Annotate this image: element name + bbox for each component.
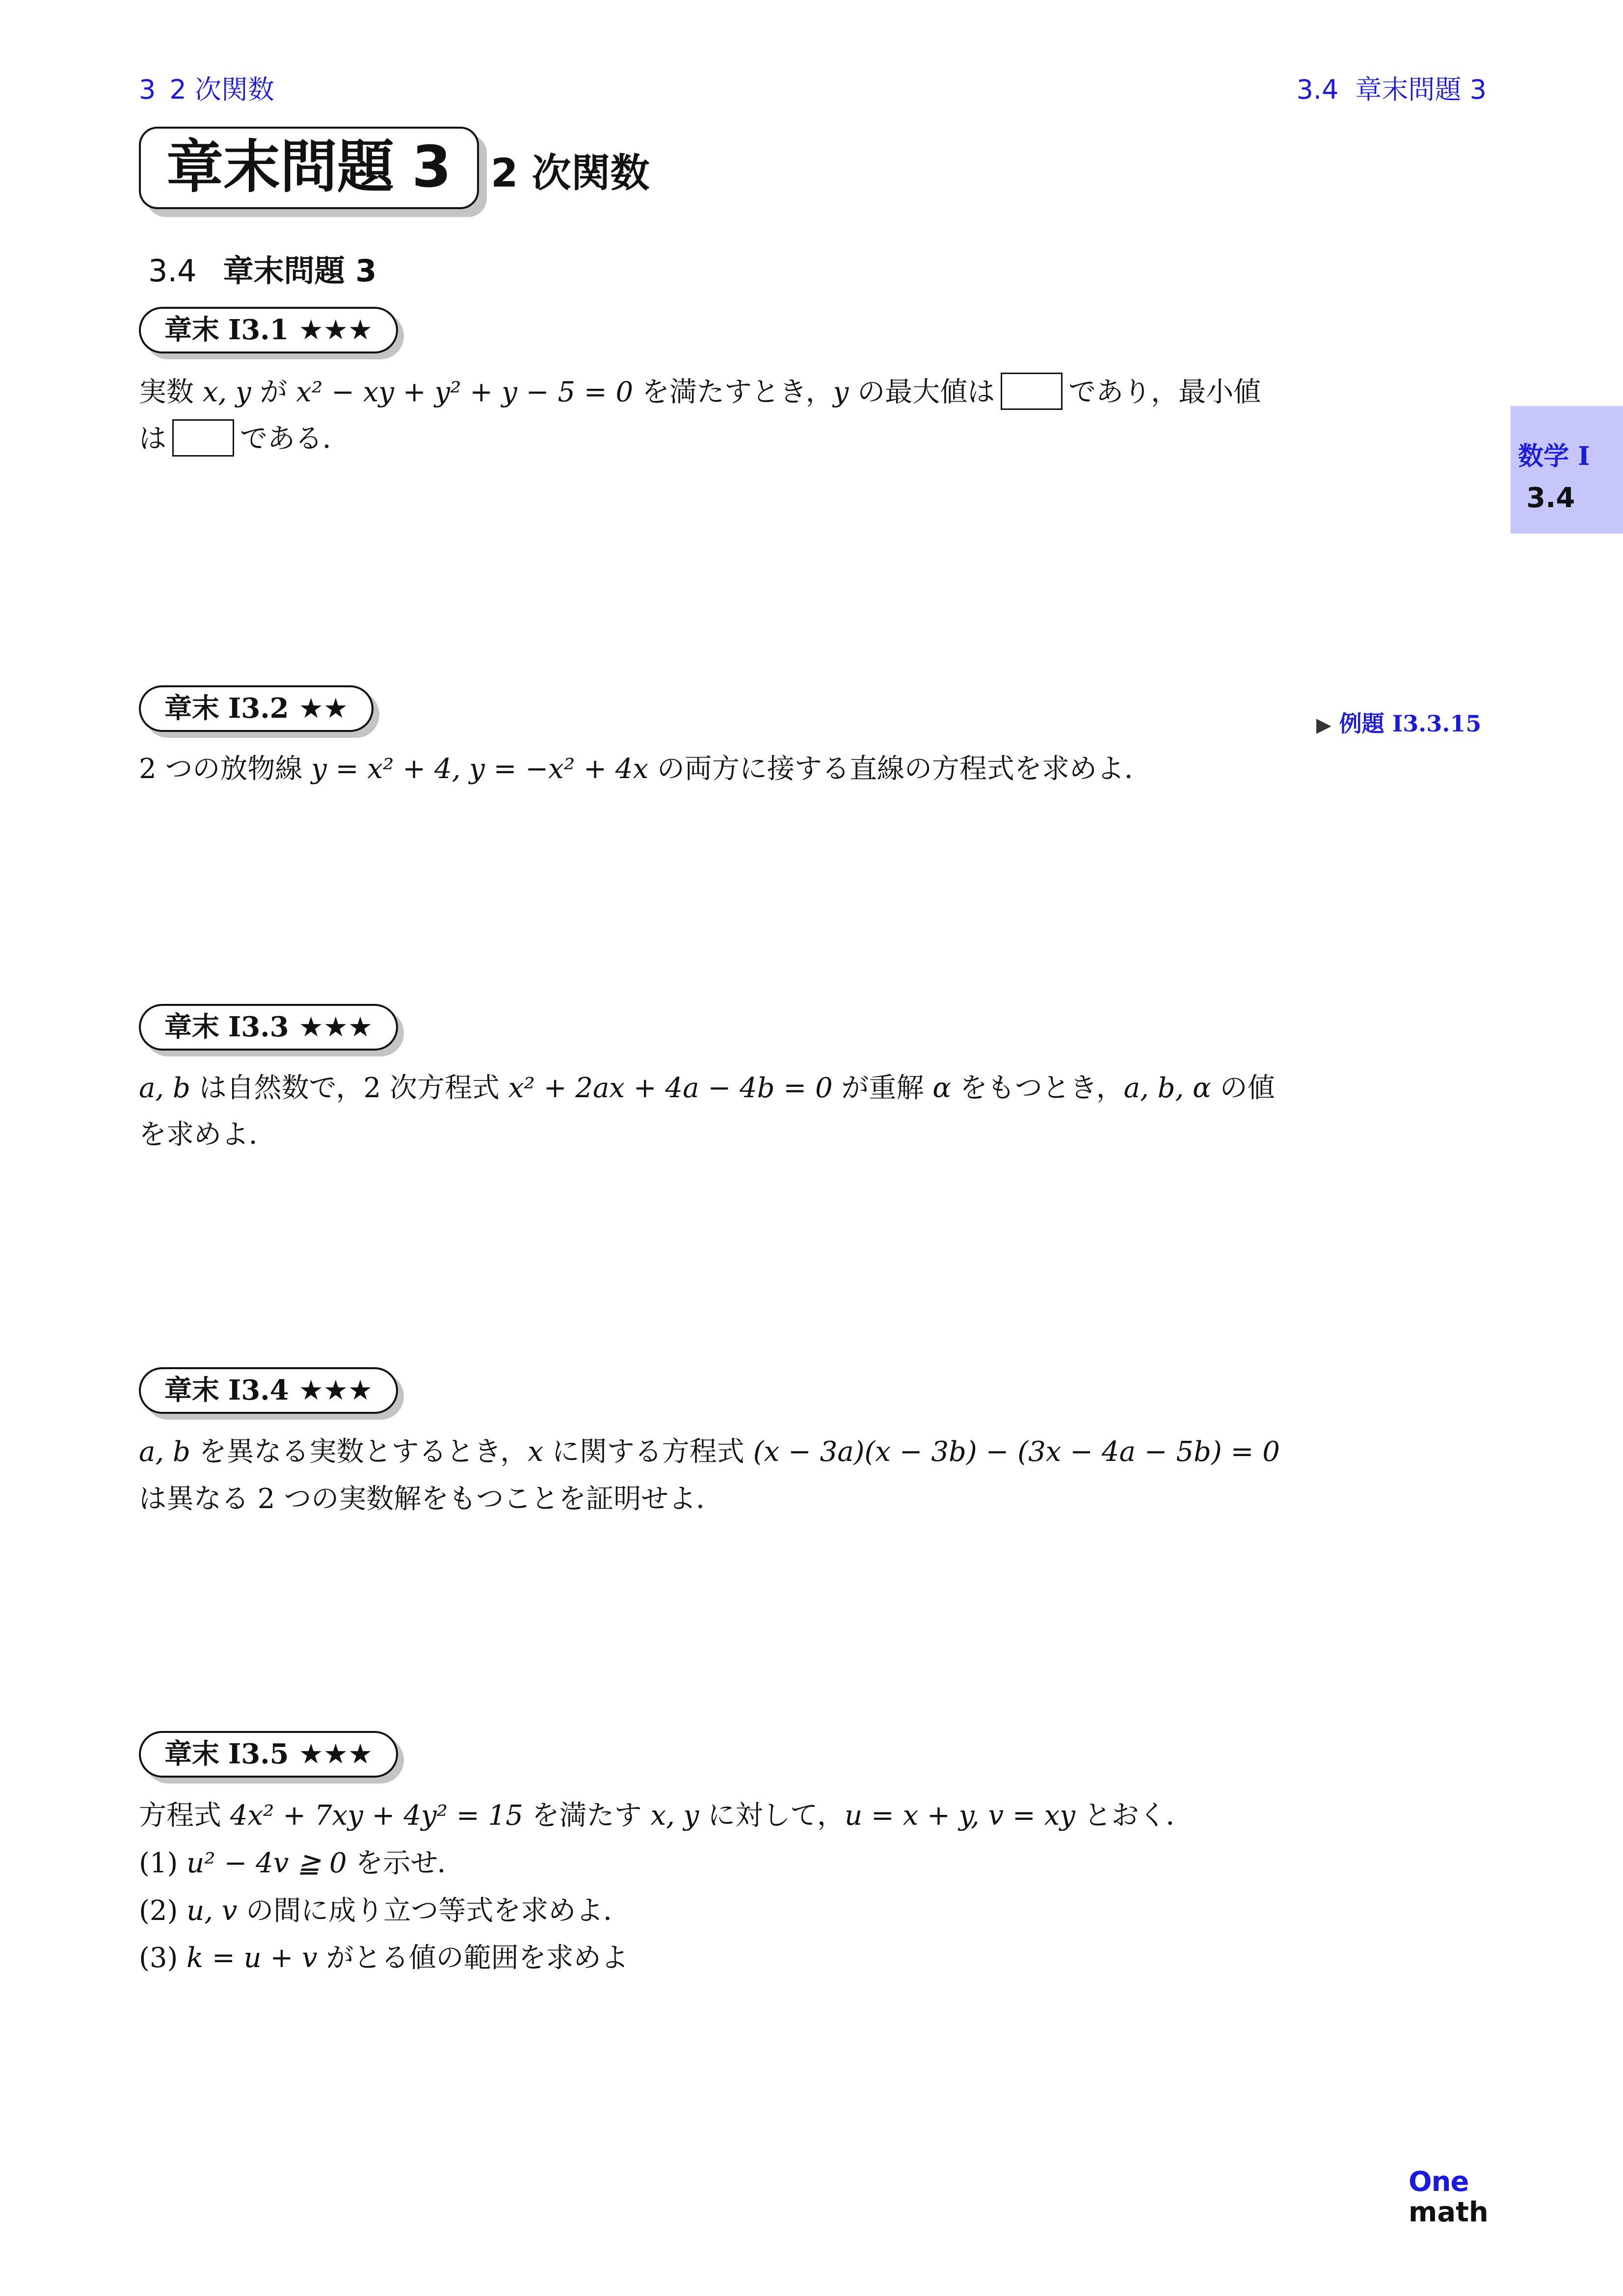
- chapter-number: 3: [412, 134, 452, 200]
- problem-text-line: (3) k = u + v がとる値の範囲を求めよ: [139, 1942, 629, 1974]
- problem-id: I3.4: [228, 1374, 289, 1406]
- side-tab: [1511, 406, 1623, 534]
- chapter-title-box: [139, 127, 479, 209]
- answer-blank[interactable]: [172, 419, 234, 457]
- difficulty-stars: ★★: [298, 693, 348, 725]
- problem-tag: [139, 307, 398, 353]
- problem-text-line: a, b を異なる実数とするとき，x に関する方程式 (x − 3a)(x − 3b) − (3x − 4a − 5b) = 0: [139, 1436, 1280, 1468]
- logo-math-text: math: [1409, 2196, 1489, 2228]
- example-reference-text: 例題 I3.3.15: [1339, 710, 1482, 737]
- onemath-logo: [1409, 2166, 1487, 2230]
- running-header-left: [139, 69, 274, 107]
- problem-tag-prefix: 章末: [164, 1738, 219, 1770]
- difficulty-stars: ★★★: [298, 1375, 373, 1406]
- problem-id: I3.3: [228, 1011, 289, 1043]
- problem-text-line: は である．: [139, 422, 350, 459]
- example-reference-link[interactable]: [1316, 706, 1481, 738]
- problem-text-line: (1) u² − 4v ≧ 0 を示せ．: [139, 1847, 465, 1879]
- problem-text-line: を求めよ．: [139, 1119, 276, 1151]
- answer-blank[interactable]: [1001, 373, 1063, 410]
- problem-id: I3.5: [228, 1738, 289, 1770]
- problem-id: I3.2: [228, 692, 289, 725]
- difficulty-stars: ★★★: [298, 1011, 373, 1043]
- problem-text-line: 実数 x, y が x² − xy + y² + y − 5 = 0 を満たすとき，y の最大値は であり，最小値: [139, 376, 1261, 413]
- problem-tag-prefix: 章末: [164, 1375, 219, 1406]
- problem-id: I3.1: [228, 314, 289, 346]
- problem-tag: [139, 685, 373, 732]
- problem-tag-prefix: 章末: [164, 314, 219, 346]
- chapter-subtitle: 2 次関数: [491, 150, 650, 196]
- side-tab-subject: 数学 I: [1518, 441, 1590, 471]
- problem-text-line: a, b は自然数で，2 次方程式 x² + 2ax + 4a − 4b = 0 が重解 α をもつとき，a, b, α の値: [139, 1072, 1275, 1104]
- chapter-title: 章末問題: [166, 134, 394, 200]
- running-header-section-number: 3.4: [1296, 74, 1339, 105]
- difficulty-stars: ★★★: [298, 1738, 373, 1770]
- problem-text-line: 2 つの放物線 y = x² + 4, y = −x² + 4x の両方に接する直線の方程式を求めよ．: [139, 753, 1152, 785]
- problem-tag: [139, 1004, 398, 1051]
- running-header-right: [1297, 69, 1487, 107]
- section-title: 章末問題 3: [223, 253, 377, 289]
- problem-text-line: 方程式 4x² + 7xy + 4y² = 15 を満たす x, y に対して，u = x + y, v = xy とおく．: [139, 1800, 1194, 1832]
- problem-tag: [139, 1731, 398, 1778]
- problem-tag-prefix: 章末: [164, 693, 219, 725]
- running-header-section-title: 章末問題 3: [1355, 74, 1487, 105]
- problem-text-line: は異なる 2 つの実数解をもつことを証明せよ．: [139, 1483, 724, 1515]
- side-tab-section: 3.4: [1526, 482, 1575, 514]
- running-header-chapter-title: 2 次関数: [169, 74, 274, 105]
- section-number: 3.4: [148, 253, 197, 289]
- difficulty-stars: ★★★: [298, 314, 373, 346]
- problem-tag-prefix: 章末: [164, 1011, 219, 1043]
- running-header-chapter-number: 3: [139, 74, 156, 105]
- problem-tag: [139, 1367, 398, 1414]
- section-heading: [148, 246, 376, 290]
- logo-one-text: One: [1409, 2166, 1469, 2198]
- problem-text-line: (2) u, v の間に成り立つ等式を求めよ．: [139, 1895, 631, 1927]
- chapter-heading: [139, 127, 479, 209]
- triangle-right-icon: ▶: [1316, 713, 1331, 736]
